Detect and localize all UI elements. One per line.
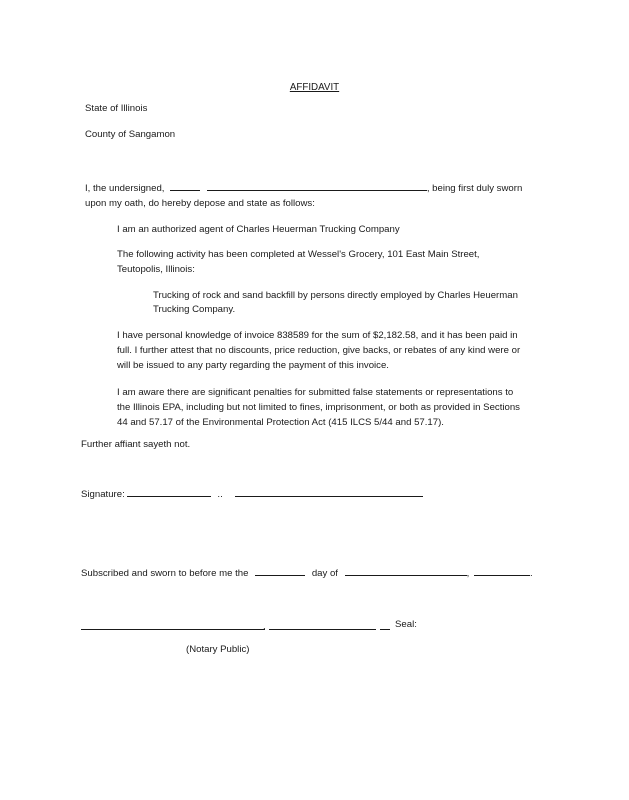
notary-sworn-row (81, 566, 533, 581)
name-blank-long[interactable] (207, 181, 427, 191)
intro-lead: I, the undersigned, (85, 183, 165, 194)
penalty-line-1: I am aware there are significant penalties for submitted false statements or representations to (117, 387, 514, 398)
sworn-period: . (529, 568, 533, 579)
further-affiant: Further affiant sayeth not. (81, 439, 191, 450)
penalty-line-3: 44 and 57.17 of the Environmental Protection Act (415 ILCS 5/44 and 57.17). (117, 417, 444, 428)
penalty-line-2: the Illinois EPA, including but not limited to fines, imprisonment, or both as provided in Sections (117, 402, 520, 413)
sworn-year-blank[interactable] (474, 566, 530, 576)
notary-public-label: (Notary Public) (186, 644, 250, 655)
signature-blank-1[interactable] (127, 487, 211, 497)
state-line: State of Illinois (85, 103, 148, 114)
intro-line-2: upon my oath, do hereby depose and state as follows: (85, 198, 315, 209)
intro-line-1 (85, 181, 522, 196)
sworn-day-of: day of (311, 568, 338, 579)
invoice-line-1: I have personal knowledge of invoice 838589 for the sum of $2,182.58, and it has been paid in (117, 330, 518, 341)
notary-line-part-3[interactable] (380, 629, 390, 630)
sworn-text: Subscribed and sworn to before me the (81, 568, 249, 579)
notary-line-part-1[interactable] (81, 629, 265, 630)
county-line: County of Sangamon (85, 129, 176, 140)
name-blank-short[interactable] (170, 181, 200, 191)
sworn-month-blank[interactable] (345, 566, 467, 576)
intro-tail: , being first duly sworn (426, 183, 523, 194)
signature-label: Signature: (81, 489, 125, 500)
signature-row (81, 487, 423, 502)
notary-line-dot: . (263, 621, 266, 632)
invoice-line-3: will be issued to any party regarding the payment of this invoice. (117, 360, 389, 371)
invoice-line-2: full. I further attest that no discounts, price reduction, give backs, or rebates of any kind were or (117, 345, 521, 356)
sworn-comma: , (466, 568, 470, 579)
activity-intro-line-2: Teutopolis, Illinois: (117, 264, 195, 275)
notary-line-part-2[interactable] (269, 629, 376, 630)
activity-detail-line-2: Trucking Company. (153, 304, 236, 315)
agent-statement: I am an authorized agent of Charles Heuerman Trucking Company (117, 224, 400, 235)
document-title: AFFIDAVIT (289, 82, 340, 93)
seal-label: Seal: (395, 619, 417, 630)
sworn-day-blank[interactable] (255, 566, 305, 576)
activity-intro-line-1: The following activity has been completed at Wessel's Grocery, 101 East Main Street, (117, 249, 480, 260)
activity-detail-line-1: Trucking of rock and sand backfill by persons directly employed by Charles Heuerman (153, 290, 518, 301)
signature-separator: .. (217, 489, 223, 500)
signature-blank-2[interactable] (235, 487, 423, 497)
